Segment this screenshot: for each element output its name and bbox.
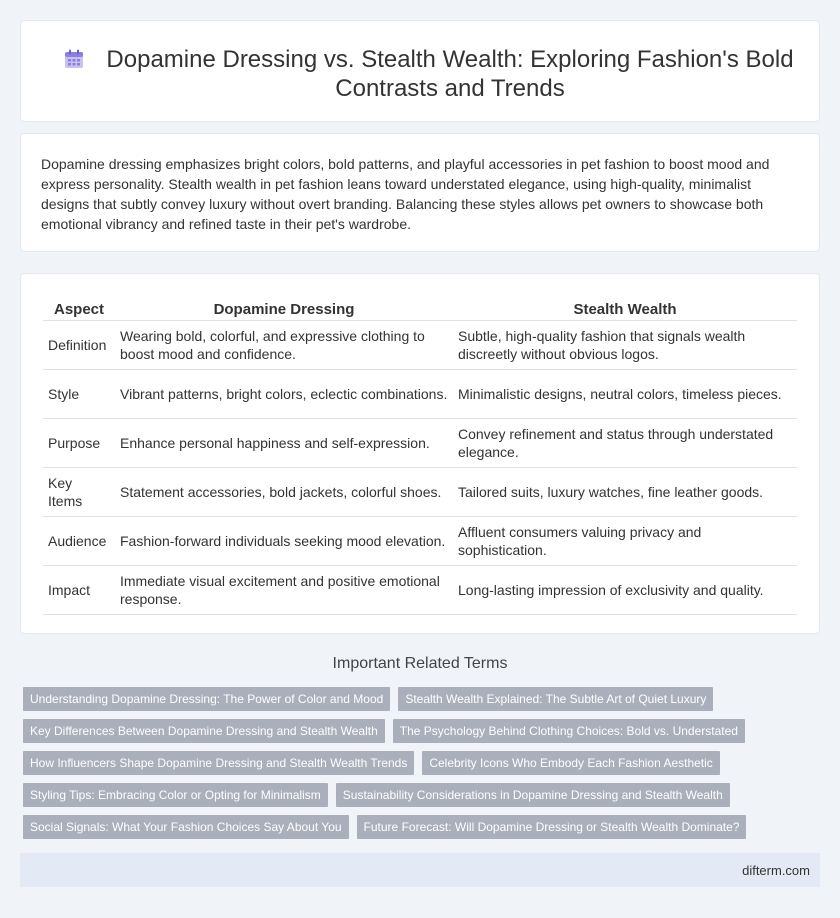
related-term-link[interactable]: Future Forecast: Will Dopamine Dressing or Stealth Wealth Dominate? <box>357 815 747 839</box>
related-term-link[interactable]: Styling Tips: Embracing Color or Opting for Minimalism <box>23 783 328 807</box>
related-term-link[interactable]: Social Signals: What Your Fashion Choices Say About You <box>23 815 349 839</box>
table-row <box>43 369 797 418</box>
stealth-cell: Minimalistic designs, neutral colors, timeless pieces. <box>453 369 797 418</box>
footer-site-link[interactable]: difterm.com <box>742 863 810 878</box>
related-term-link[interactable]: Celebrity Icons Who Embody Each Fashion Aesthetic <box>422 751 719 775</box>
stealth-cell: Convey refinement and status through understated elegance. <box>453 418 797 467</box>
aspect-cell: Purpose <box>43 418 115 467</box>
table-row <box>43 516 797 565</box>
aspect-cell: Key Items <box>43 467 115 516</box>
aspect-cell: Definition <box>43 320 115 369</box>
column-header-aspect: Aspect <box>43 294 115 320</box>
footer <box>20 853 820 887</box>
related-term-link[interactable]: The Psychology Behind Clothing Choices: Bold vs. Understated <box>393 719 745 743</box>
stealth-cell: Long-lasting impression of exclusivity and quality. <box>453 565 797 614</box>
table-row <box>43 565 797 614</box>
calendar-icon <box>63 48 85 70</box>
related-term-link[interactable]: Understanding Dopamine Dressing: The Power of Color and Mood <box>23 687 390 711</box>
dopamine-cell: Wearing bold, colorful, and expressive clothing to boost mood and confidence. <box>115 320 453 369</box>
related-terms-heading: Important Related Terms <box>332 655 508 672</box>
table-row <box>43 320 797 369</box>
dopamine-cell: Fashion-forward individuals seeking mood elevation. <box>115 516 453 565</box>
table-row <box>43 467 797 516</box>
comparison-card <box>20 273 820 634</box>
comparison-table <box>43 294 797 615</box>
related-term-link[interactable]: Sustainability Considerations in Dopamine Dressing and Stealth Wealth <box>336 783 730 807</box>
intro-card <box>20 133 820 252</box>
table-header-row <box>43 294 797 320</box>
column-header-stealth: Stealth Wealth <box>453 294 797 320</box>
page-title: Dopamine Dressing vs. Stealth Wealth: Exploring Fashion's Bold Contrasts and Trends <box>106 46 794 102</box>
stealth-cell: Tailored suits, luxury watches, fine leather goods. <box>453 467 797 516</box>
aspect-cell: Impact <box>43 565 115 614</box>
dopamine-cell: Vibrant patterns, bright colors, eclectic combinations. <box>115 369 453 418</box>
header-card <box>20 20 820 122</box>
related-term-link[interactable]: How Influencers Shape Dopamine Dressing and Stealth Wealth Trends <box>23 751 414 775</box>
related-term-link[interactable]: Stealth Wealth Explained: The Subtle Art of Quiet Luxury <box>398 687 713 711</box>
dopamine-cell: Enhance personal happiness and self-expression. <box>115 418 453 467</box>
intro-text: Dopamine dressing emphasizes bright colors, bold patterns, and playful accessories in pet fashion to boost mood and express personality. Stealth wealth in pet fashion leans toward understated elegance, using high-quality, minimalist designs that subtly convey luxury without overt branding. Balancing these styles allows pet owners to showcase both emotional vibrancy and refined taste in their pet's wardrobe. <box>41 156 770 232</box>
column-header-dopamine: Dopamine Dressing <box>115 294 453 320</box>
aspect-cell: Audience <box>43 516 115 565</box>
aspect-cell: Style <box>43 369 115 418</box>
related-term-link[interactable]: Key Differences Between Dopamine Dressing and Stealth Wealth <box>23 719 385 743</box>
stealth-cell: Subtle, high-quality fashion that signals wealth discreetly without obvious logos. <box>453 320 797 369</box>
dopamine-cell: Statement accessories, bold jackets, colorful shoes. <box>115 467 453 516</box>
dopamine-cell: Immediate visual excitement and positive emotional response. <box>115 565 453 614</box>
related-terms-list <box>23 687 823 847</box>
stealth-cell: Affluent consumers valuing privacy and sophistication. <box>453 516 797 565</box>
table-row <box>43 418 797 467</box>
